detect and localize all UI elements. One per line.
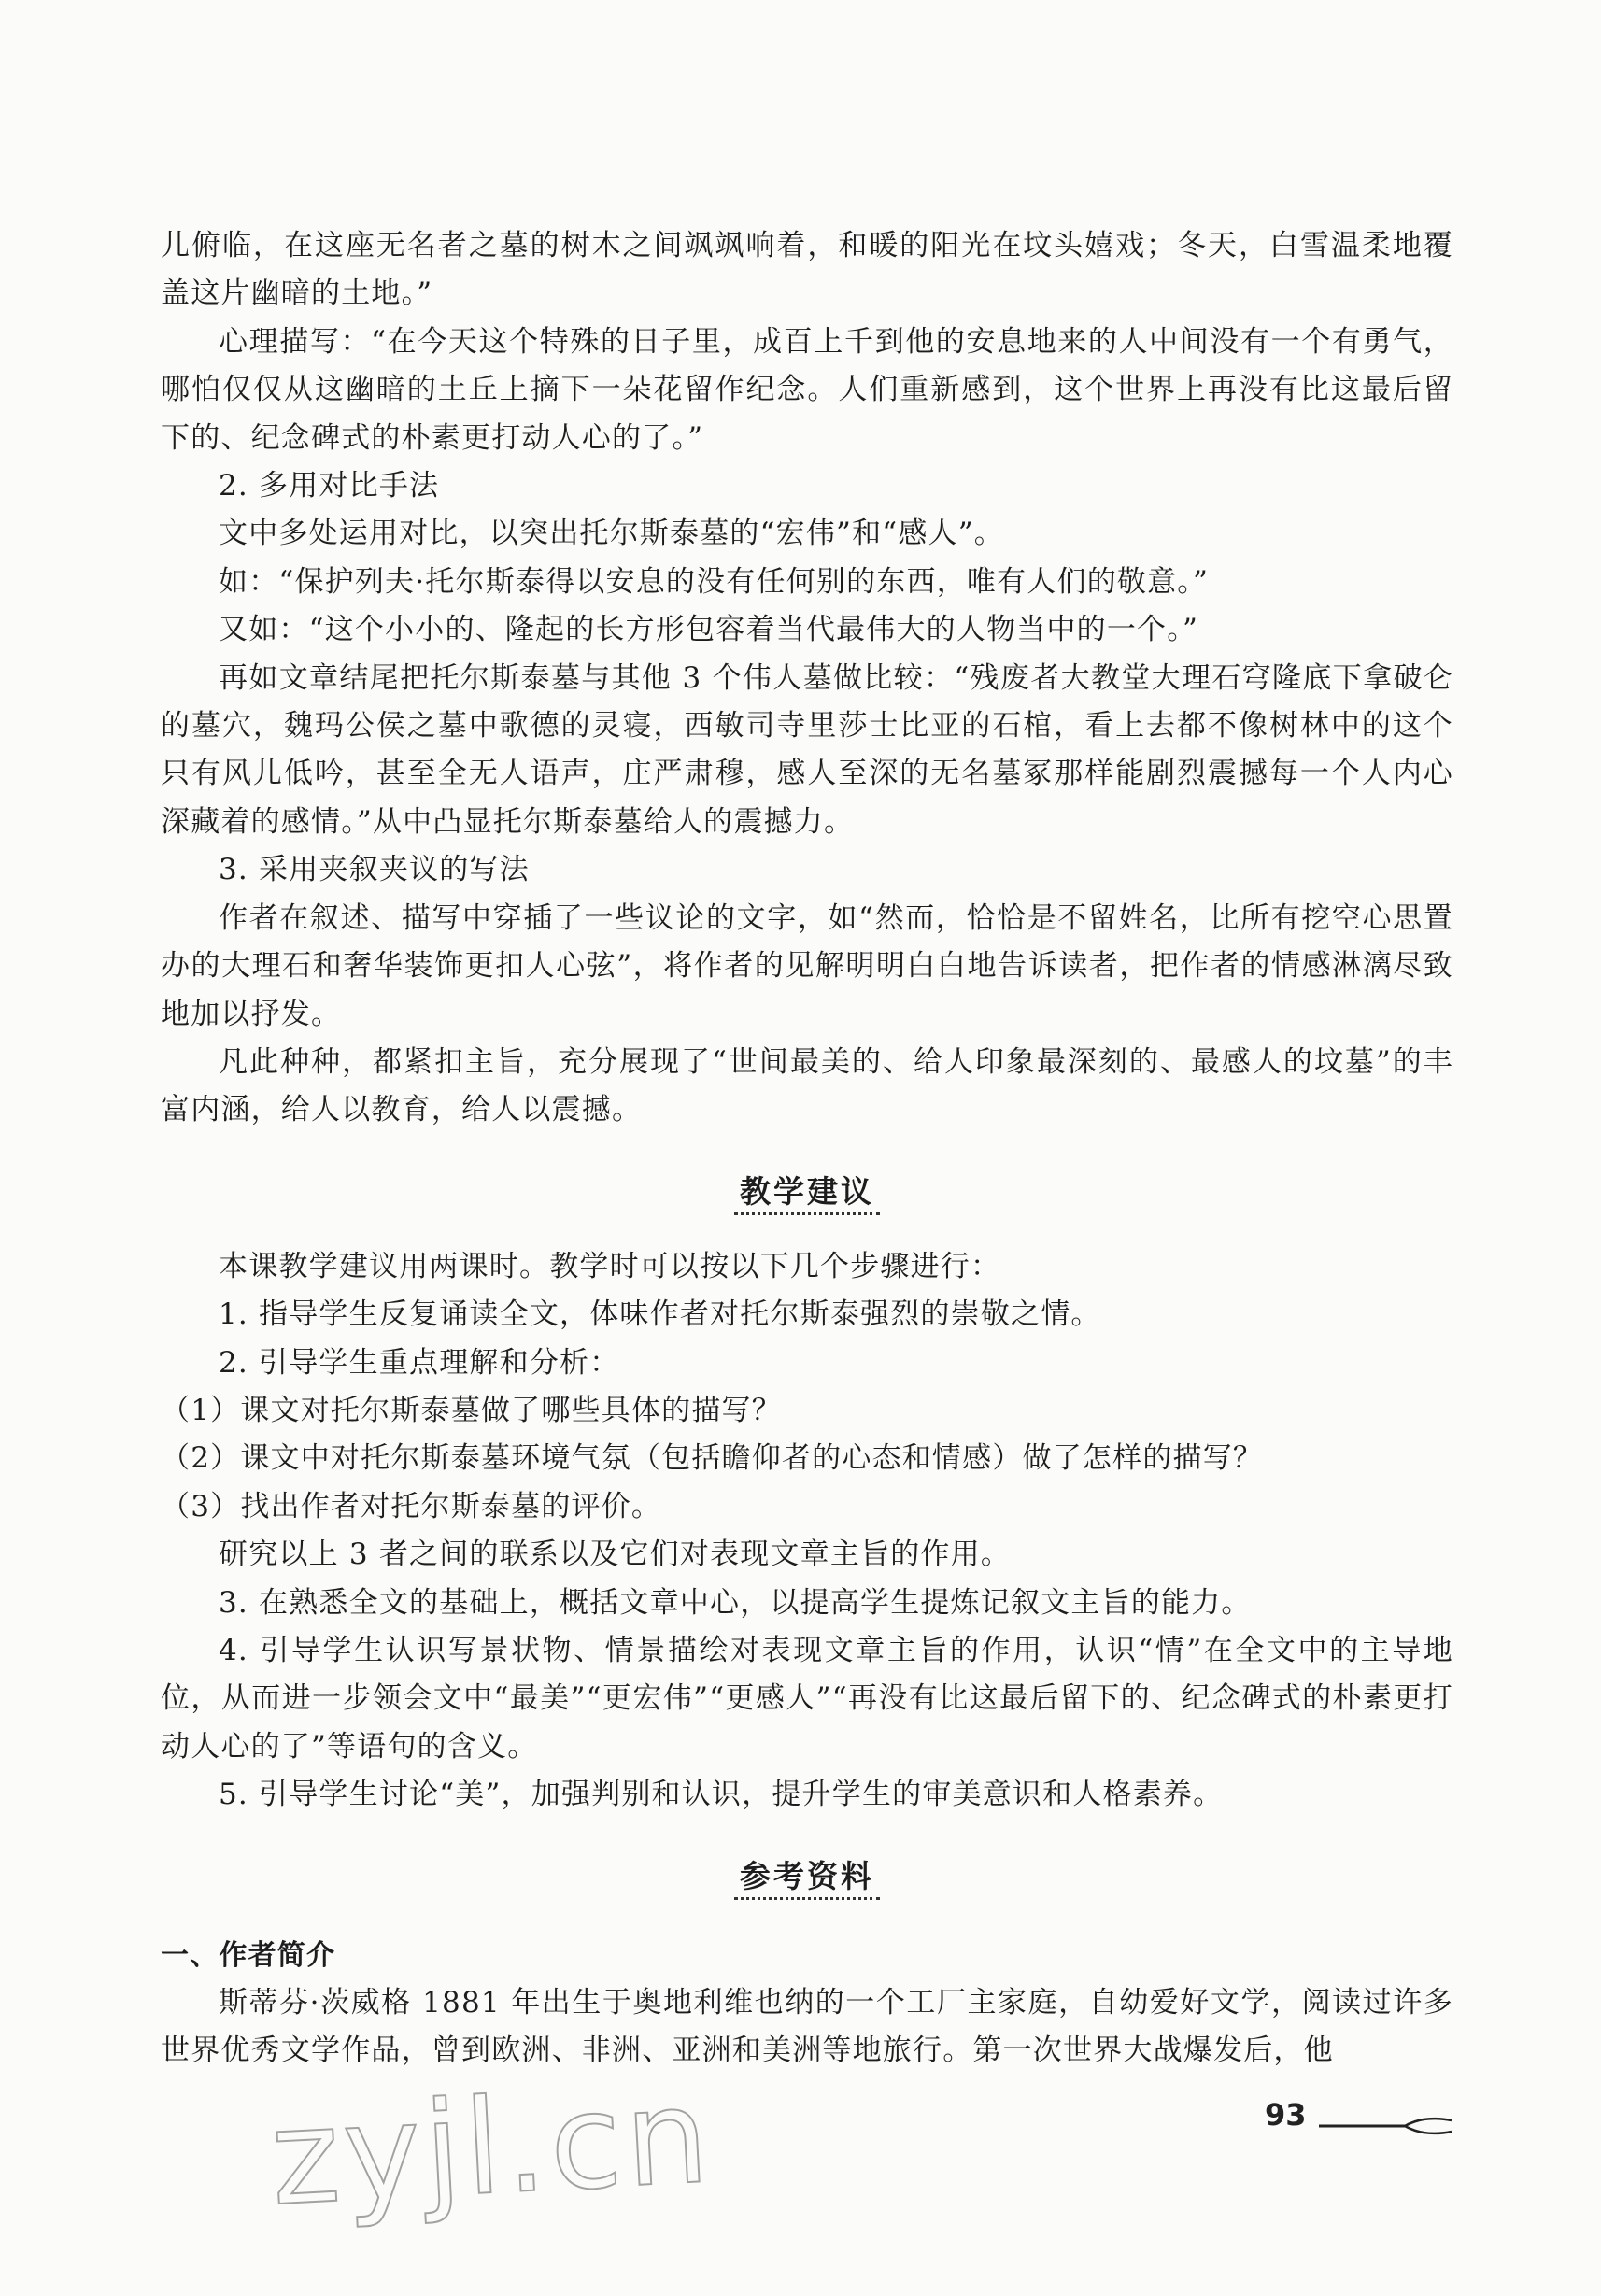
paragraph: 心理描写：“在今天这个特殊的日子里，成百上千到他的安息地来的人中间没有一个有勇气，哪怕仅仅从这幽暗的土丘上摘下一朵花留作纪念。人们重新感到，这个世界上再没有比这最后留下的、纪念碑式的朴素更打动人心的了。” <box>161 324 1453 455</box>
paragraph: 作者在叙述、描写中穿插了一些议论的文字，如“然而，恰恰是不留姓名，比所有挖空心思置办的大理石和奢华装饰更扣人心弦”，将作者的见解明明白白地告诉读者，把作者的情感淋漓尽致地加以抒发。 <box>161 900 1453 1031</box>
paragraph: 儿俯临，在这座无名者之墓的树木之间飒飒响着，和暖的阳光在坟头嬉戏；冬天，白雪温柔地覆盖这片幽暗的土地。” <box>161 229 1453 311</box>
section-heading-reference <box>161 1850 1453 1906</box>
paragraph: （1）课文对托尔斯泰墓做了哪些具体的描写？ <box>161 1393 782 1427</box>
paragraph: 3. 在熟悉全文的基础上，概括文章中心，以提高学生提炼记叙文主旨的能力。 <box>219 1585 1252 1620</box>
paragraph: 文中多处运用对比，以突出托尔斯泰墓的“宏伟”和“感人”。 <box>219 517 1004 551</box>
page-ornament-icon <box>1315 2115 1455 2137</box>
reference-paragraphs <box>161 1979 1453 2076</box>
paragraph: 1. 指导学生反复诵读全文，体味作者对托尔斯泰强烈的崇敬之情。 <box>219 1297 1101 1332</box>
paragraph: 5. 引导学生讨论“美”，加强判别和认识，提升学生的审美意识和人格素养。 <box>219 1778 1224 1812</box>
paragraph: 斯蒂芬·茨威格 1881 年出生于奥地利维也纳的一个工厂主家庭，自幼爱好文学，阅读过许多世界优秀文学作品，曾到欧洲、非洲、亚洲和美洲等地旅行。第一次世界大战爆发后，他 <box>161 1986 1453 2068</box>
paragraph: （2）课文中对托尔斯泰墓环境气氛（包括瞻仰者的心态和情感）做了怎样的描写？ <box>161 1441 1264 1476</box>
section-title-reference: 参考资料 <box>734 1856 880 1900</box>
paragraph: 研究以上 3 者之间的联系以及它们对表现文章主旨的作用。 <box>219 1538 1012 1572</box>
subheading-author-intro: 一、作者简介 <box>161 1938 336 1972</box>
paragraph: （3）找出作者对托尔斯泰墓的评价。 <box>161 1489 662 1524</box>
section-title-teaching: 教学建议 <box>734 1171 880 1215</box>
paragraph: 2. 多用对比手法 <box>219 469 440 503</box>
page-body <box>161 222 1453 2076</box>
paragraph: 再如文章结尾把托尔斯泰墓与其他 3 个伟人墓做比较：“残废者大教堂大理石穹隆底下拿破仑的墓穴，魏玛公侯之墓中歌德的灵寝，西敏司寺里莎士比亚的石棺，看上去都不像树林中的这个只有风儿低吟，甚至全无人语声，庄严肃穆，感人至深的无名墓冢那样能剧烈震撼每一个人内心深藏着的感情。”从中凸显托尔斯泰墓给人的震撼力。 <box>161 660 1453 839</box>
page-number: 93 <box>1265 2097 1307 2133</box>
paragraph: 2. 引导学生重点理解和分析： <box>219 1345 620 1380</box>
paragraph: 又如：“这个小小的、隆起的长方形包容着当代最伟大的人物当中的一个。” <box>219 613 1198 647</box>
paragraph: 本课教学建议用两课时。教学时可以按以下几个步骤进行： <box>219 1249 1001 1283</box>
paragraph: 凡此种种，都紧扣主旨，充分展现了“世间最美的、给人印象最深刻的、最感人的坟墓”的丰富内涵，给人以教育，给人以震撼。 <box>161 1044 1453 1127</box>
paragraph: 3. 采用夹叙夹议的写法 <box>219 853 530 887</box>
watermark: zyjl.cn <box>267 2060 716 2236</box>
section-heading-teaching <box>161 1165 1453 1221</box>
paragraph: 如：“保护列夫·托尔斯泰得以安息的没有任何别的东西，唯有人们的敬意。” <box>219 564 1210 599</box>
analysis-paragraphs <box>161 222 1453 1135</box>
paragraph: 4. 引导学生认识写景状物、情景描绘对表现文章主旨的作用，认识“情”在全文中的主导地位，从而进一步领会文中“最美”“更宏伟”“更感人”“再没有比这最后留下的、纪念碑式的朴素更打动人心的了”等语句的含义。 <box>161 1633 1453 1764</box>
teaching-paragraphs <box>161 1243 1453 1820</box>
